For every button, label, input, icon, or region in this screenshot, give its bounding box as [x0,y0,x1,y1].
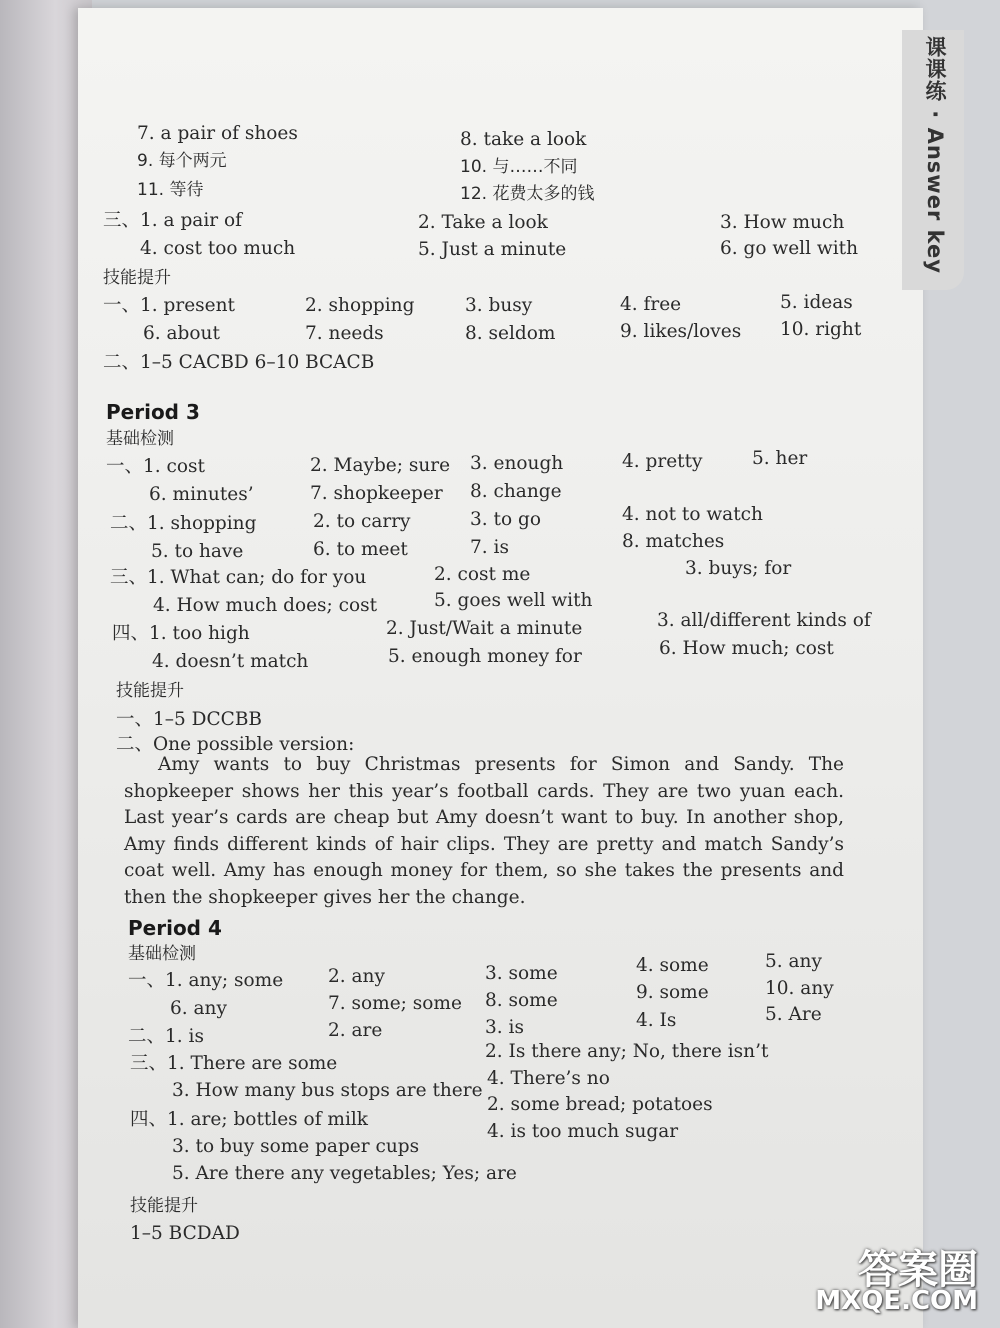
answer-line: 10. any [765,978,834,999]
answer-line: 三、1. There are some [130,1053,338,1074]
answer-line: 3. How much [720,212,845,233]
answer-line: 8. some [485,990,558,1011]
answer-line: 一、1. cost [106,456,205,477]
answer-line: 四、1. too high [112,623,250,644]
answer-line: 一、1–5 DCCBB [116,709,263,730]
answer-line: 10. 与……不同 [460,157,578,177]
answer-line: 4. cost too much [140,238,296,259]
answer-line: 6. How much; cost [659,638,834,659]
answer-line: 8. matches [622,531,725,552]
answer-line: 5. Are [765,1004,822,1025]
answer-line: 2. Just/Wait a minute [386,618,583,639]
answer-line: 技能提升 [130,1196,198,1216]
answer-line: 3. busy [465,295,533,316]
answer-line: 4. There’s no [487,1068,610,1089]
answer-line: 4. not to watch [622,504,763,525]
answer-line: 11. 等待 [137,180,204,200]
answer-line: 三、1. a pair of [103,210,242,231]
answer-line: 10. right [780,319,862,340]
answer-line: 2. any [328,966,385,987]
answer-line: 2. Take a look [418,212,548,233]
answer-line: 6. to meet [313,539,408,560]
answer-line: 3. is [485,1017,524,1038]
answer-line: 4. free [620,294,682,315]
answer-line: 12. 花费太多的钱 [460,184,595,204]
answer-line: 7. needs [305,323,384,344]
answer-line: 3. to buy some paper cups [172,1136,420,1157]
answer-line: 9. 每个两元 [137,151,227,171]
answer-line: 4. How much does; cost [153,595,378,616]
sample-passage: Amy wants to buy Christmas presents for Simon and Sandy. The shopkeeper shows her this year’s football cards. They are two yuan each. Last year’s cards are cheap but Amy doesn’t want to buy. In another shop, Amy finds different kinds of hair clips. They are pretty and match Sandy’s coat well. Amy has enough money for them, so she takes the presents and then the shopkeeper gives her the change. [124,754,844,908]
answer-line: 二、1–5 CACBD 6–10 BCACB [103,352,375,373]
answer-line: 二、1. is [128,1026,204,1047]
answer-line: 5. Just a minute [418,239,567,260]
answer-line: 5. Are there any vegetables; Yes; are [172,1163,517,1184]
side-tab-label: 课课练 · Answer key [923,36,947,274]
site-watermark [786,1238,986,1322]
answer-line: 四、1. are; bottles of milk [130,1109,369,1130]
section-heading: Period 3 [106,400,200,424]
answer-line: 5. to have [151,541,244,562]
answer-line: 6. any [170,998,227,1019]
answer-line: 6. go well with [720,238,858,259]
answer-line: 二、1. shopping [110,513,257,534]
answer-line: 技能提升 [116,681,184,701]
answer-line: 4. some [636,955,709,976]
answer-line: 基础检测 [106,429,174,449]
answer-line: 7. some; some [328,993,462,1014]
answer-line: 2. to carry [313,511,411,532]
answer-line: 3. all/different kinds of [657,610,871,631]
answer-line: 2. Maybe; sure [310,455,451,476]
watermark-url: MXQE.COM [815,1286,978,1316]
section-heading: Period 4 [128,916,222,940]
answer-line: 一、1. any; some [128,970,284,991]
answer-line: 6. minutes’ [149,484,254,505]
answer-line: 基础检测 [128,944,196,964]
answer-line: 2. are [328,1020,383,1041]
answer-line: 9. some [636,982,709,1003]
answer-line: 2. some bread; potatoes [487,1094,713,1115]
answer-line: 三、1. What can; do for you [110,567,367,588]
answer-line: 9. likes/loves [620,321,742,342]
answer-line: 2. cost me [434,564,531,585]
answer-line: 8. seldom [465,323,556,344]
answer-line: 3. enough [470,453,564,474]
answer-line: 4. doesn’t match [152,651,309,672]
answer-line: 7. is [470,537,509,558]
answer-line: 3. to go [470,509,541,530]
answer-line: 8. take a look [460,129,587,150]
answer-line: 2. shopping [305,295,415,316]
answer-line: 5. ideas [780,292,853,313]
answer-line: 6. about [143,323,220,344]
answer-line: 一、1. present [103,295,235,316]
answer-line: 2. Is there any; No, there isn’t [485,1041,769,1062]
answer-line: 1–5 BCDAD [130,1223,240,1244]
answer-line: 5. goes well with [434,590,593,611]
answer-line: 二、One possible version: [116,734,355,755]
answer-line: 4. pretty [622,451,703,472]
answer-line: 3. How many bus stops are there [172,1080,483,1101]
answer-line: 7. shopkeeper [310,483,443,504]
answer-line: 7. a pair of shoes [137,123,298,144]
answer-line: 5. any [765,951,822,972]
watermark-logo-text: 答案圈 [858,1247,978,1293]
answer-line: 技能提升 [103,268,171,288]
answer-line: 5. her [752,448,808,469]
answer-line: 3. buys; for [685,558,792,579]
answer-line: 8. change [470,481,562,502]
answer-line: 5. enough money for [388,646,582,667]
answer-line: 4. Is [636,1010,677,1031]
answer-line: 3. some [485,963,558,984]
answer-line: 4. is too much sugar [487,1121,679,1142]
